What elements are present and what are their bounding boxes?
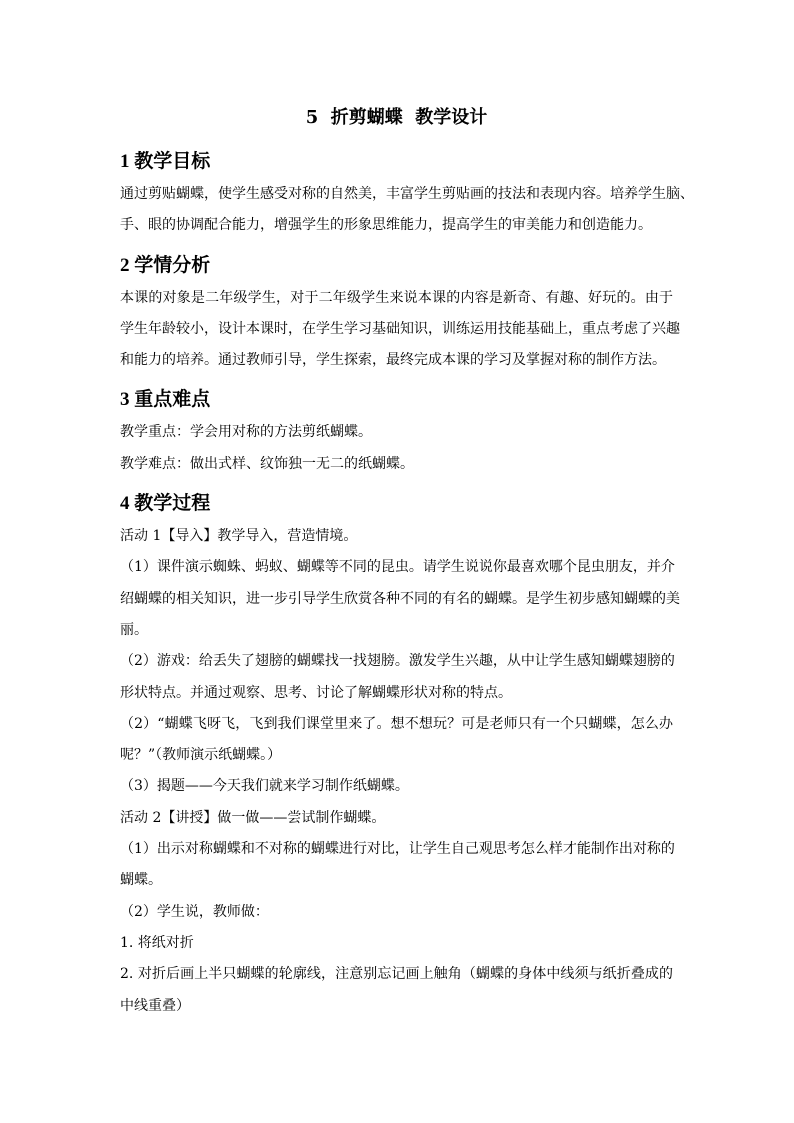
text-line: 手、眼的协调配合能力，增强学生的形象思维能力，提高学生的审美能力和创造能力。 xyxy=(120,217,652,234)
section-heading-teaching-goals: 1 教学目标 xyxy=(120,151,211,172)
paragraph xyxy=(120,646,673,709)
text-line: （2）游戏：给丢失了翅膀的蝴蝶找一找翅膀。激发学生兴趣，从中让学生感知蝴蝶翅膀的 xyxy=(120,653,675,670)
text-line: 教学难点：做出式样、纹饰独一无二的纸蝴蝶。 xyxy=(120,455,414,472)
text-line: 中线重叠） xyxy=(120,997,190,1014)
text-line: 学生年龄较小，设计本课时，在学生学习基础知识，训练运用技能基础上，重点考虑了兴趣 xyxy=(120,320,680,337)
text-line: 本课的对象是二年级学生，对于二年级学生来说本课的内容是新奇、有趣、好玩的。由于 xyxy=(120,289,673,306)
paragraph-activity-2 xyxy=(120,803,673,834)
text-line: 通过剪贴蝴蝶，使学生感受对称的自然美，丰富学生剪贴画的技法和表现内容。培养学生脑、 xyxy=(120,186,694,202)
text-line: 和能力的培养。通过教师引导，学生探索，最终完成本课的学习及掌握对称的制作方法。 xyxy=(120,352,666,369)
document-body xyxy=(120,98,694,1022)
text-line: 呢？”（教师演示纸蝴蝶。） xyxy=(120,747,282,764)
paragraph xyxy=(120,179,694,242)
text-line: 蝴蝶。 xyxy=(120,872,162,889)
text-line: 活动 1【导入】教学导入，营造情境。 xyxy=(120,528,358,545)
text-line: （3）揭题——今天我们就来学习制作纸蝴蝶。 xyxy=(120,778,409,795)
text-line: （2）“蝴蝶飞呀飞，飞到我们课堂里来了。想不想玩？可是老师只有一个只蝴蝶，怎么办 xyxy=(120,715,673,732)
paragraph-difficult-point xyxy=(120,449,673,480)
paragraph xyxy=(120,771,673,802)
section-heading-student-analysis: 2 学情分析 xyxy=(120,254,211,276)
paragraph xyxy=(120,897,673,928)
step-item xyxy=(120,959,673,1022)
text-line: 2. 对折后画上半只蝴蝶的轮廓线，注意别忘记画上触角（蝴蝶的身体中线须与纸折叠成的 xyxy=(120,966,673,983)
text-line: （2）学生说，教师做： xyxy=(120,903,269,920)
step-item xyxy=(120,928,673,959)
paragraph xyxy=(120,283,680,377)
text-line: 绍蝴蝶的相关知识，进一步引导学生欣赏各种不同的有名的蝴蝶。是学生初步感知蝴蝶的美 xyxy=(120,590,680,607)
paragraph xyxy=(120,834,673,897)
text-line: 1. 将纸对折 xyxy=(120,934,194,951)
text-line: （1）课件演示蜘蛛、蚂蚁、蝴蝶等不同的昆虫。请学生说说你最喜欢哪个昆虫朋友，并介 xyxy=(120,559,675,576)
text-line: 教学重点：学会用对称的方法剪纸蝴蝶。 xyxy=(120,424,372,441)
text-line: 形状特点。并通过观察、思考、讨论了解蝴蝶形状对称的特点。 xyxy=(120,684,512,701)
paragraph-key-point xyxy=(120,417,673,448)
section-heading-key-points: 3 重点难点 xyxy=(120,389,211,411)
text-line: （1）出示对称蝴蝶和不对称的蝴蝶进行对比，让学生自己观思考怎么样才能制作出对称的 xyxy=(120,841,675,858)
paragraph xyxy=(120,552,680,646)
paragraph-activity-1 xyxy=(120,521,673,552)
text-line: 丽。 xyxy=(120,621,148,638)
section-heading-teaching-process: 4 教学过程 xyxy=(120,493,211,515)
text-line: 活动 2【讲授】做一做——尝试制作蝴蝶。 xyxy=(120,809,386,826)
paragraph xyxy=(120,709,673,772)
document-title: 5 折剪蝴蝶 教学设计 xyxy=(305,107,488,128)
